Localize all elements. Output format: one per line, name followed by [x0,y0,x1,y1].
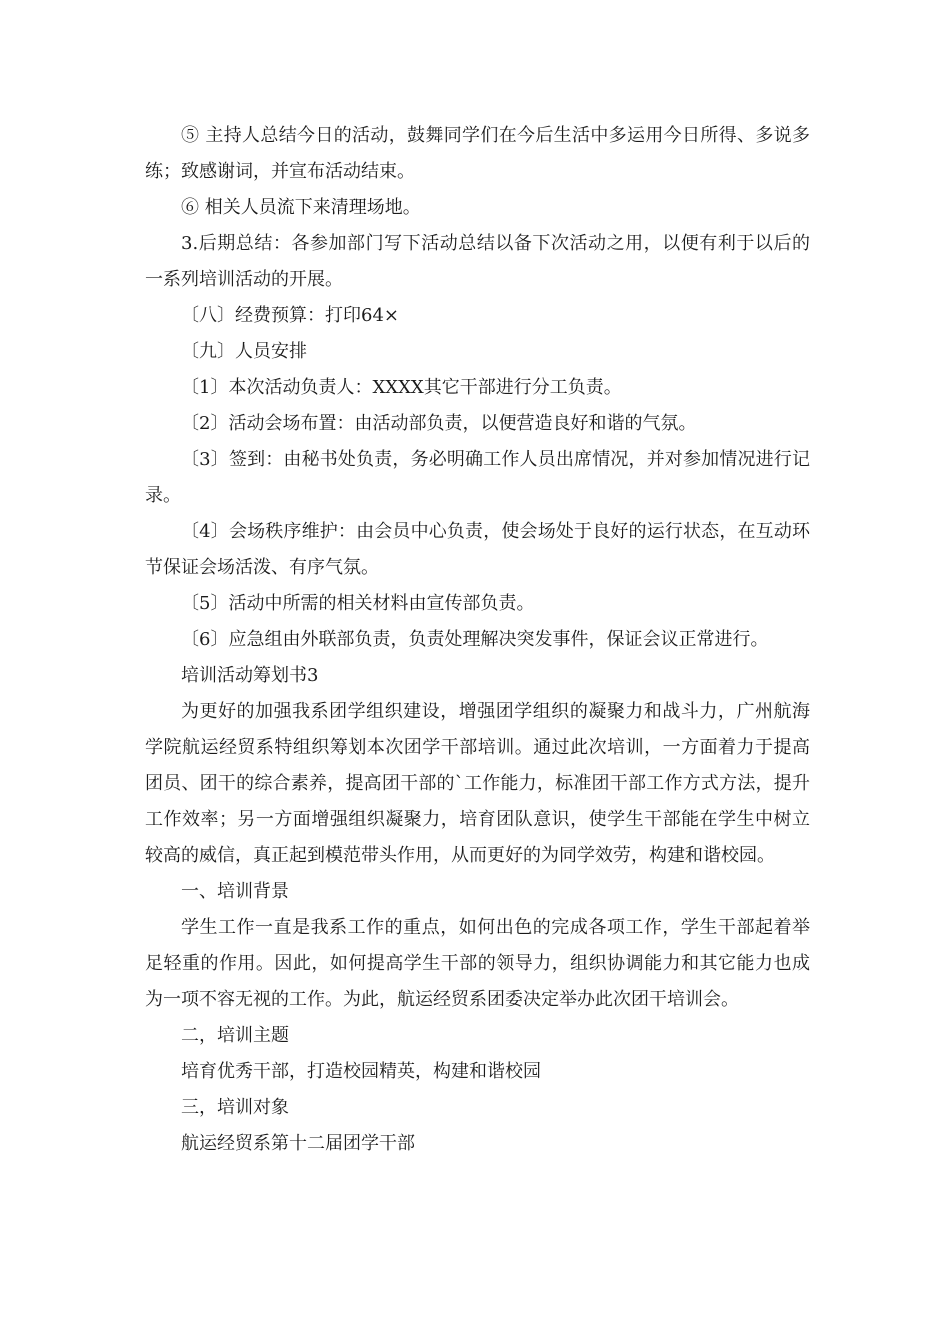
section-heading-staffing: 〔九〕人员安排 [181,341,307,362]
list-item-order: 〔4〕会场秩序维护：由会员中心负责，使会场处于良好的运行状态，在互动环节保证会场活泼、有序气氛。 [145,521,810,578]
section-heading-budget: 〔八〕经费预算：打印64× [181,305,399,326]
paragraph-post-summary: 3.后期总结：各参加部门写下活动总结以备下次活动之用，以便有利于以后的一系列培训活动的开展。 [145,233,810,290]
list-item-materials: 〔5〕活动中所需的相关材料由宣传部负责。 [181,593,535,614]
paragraph-closing-summary: ⑤ 主持人总结今日的活动，鼓舞同学们在今后生活中多运用今日所得、多说多练；致感谢词，并宣布活动结束。 [145,125,810,182]
paragraph-cleanup: ⑥ 相关人员流下来清理场地。 [181,197,421,218]
paragraph-theme: 培育优秀干部，打造校园精英，构建和谐校园 [181,1061,541,1082]
paragraph-audience: 航运经贸系第十二届团学干部 [181,1133,415,1154]
document-subtitle: 培训活动筹划书3 [181,665,319,686]
list-item-signin: 〔3〕签到：由秘书处负责，务必明确工作人员出席情况，并对参加情况进行记录。 [145,449,810,506]
paragraph-introduction: 为更好的加强我系团学组织建设，增强团学组织的凝聚力和战斗力，广州航海学院航运经贸系特组织筹划本次团学干部培训。通过此次培训，一方面着力于提高团员、团干的综合素养，提高团干部的`工作能力，标准团干部工作方式方法，提升工作效率；另一方面增强组织凝聚力，培育团队意识，使学生干部能在学生中树立较高的威信，真正起到模范带头作用，从而更好的为同学效劳，构建和谐校园。 [145,701,810,866]
section-heading-background: 一、培训背景 [181,881,289,902]
document-page [145,118,810,1162]
section-heading-audience: 三，培训对象 [181,1097,289,1118]
list-item-leader: 〔1〕本次活动负责人：XXXX其它干部进行分工负责。 [181,377,622,398]
paragraph-background: 学生工作一直是我系工作的重点，如何出色的完成各项工作，学生干部起着举足轻重的作用。因此，如何提高学生干部的领导力，组织协调能力和其它能力也成为一项不容无视的工作。为此，航运经贸系团委决定举办此次团干培训会。 [145,917,810,1010]
section-heading-theme: 二，培训主题 [181,1025,289,1046]
list-item-venue: 〔2〕活动会场布置：由活动部负责，以便营造良好和谐的气氛。 [181,413,697,434]
list-item-emergency: 〔6〕应急组由外联部负责，负责处理解决突发事件，保证会议正常进行。 [181,629,769,650]
